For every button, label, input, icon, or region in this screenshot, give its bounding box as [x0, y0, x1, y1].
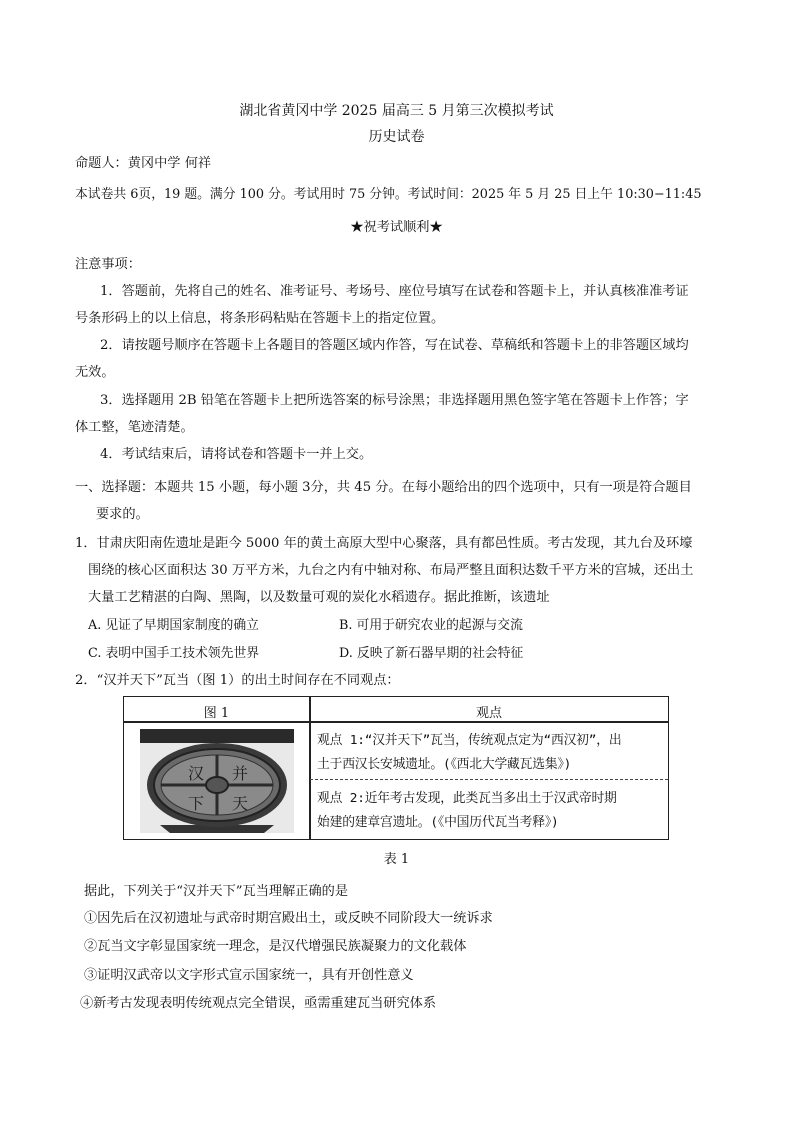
q2-statement-3: ③证明汉武帝以文字形式宣示国家统一，具有开创性意义 — [84, 968, 414, 983]
q2-stem: 2．“汉并天下”瓦当（图 1）的出土时间存在不同观点： — [75, 673, 400, 688]
q2-statement-4: ④新考古发现表明传统观点完全错误，亟需重建瓦当研究体系 — [80, 996, 437, 1011]
note-1-line-2: 号条形码上的以上信息，将条形码粘贴在答题卡上的指定位置。 — [75, 311, 445, 326]
view-2-line-2: 始建的建章宫遗址。(《中国历代瓦当考释》) — [317, 815, 559, 830]
view-2 — [317, 787, 662, 835]
section-1-line-1: 一、选择题：本题共 15 小题，每小题 3分，共 45 分。在每小题给出的四个选项中，只有一项是符合题目 — [75, 480, 692, 495]
note-1-line-1: 1．答题前，先将自己的姓名、准考证号、考场号、座位号填写在试卷和答题卡上，并认真核准准考证 — [100, 284, 689, 299]
q1-option-b: B. 可用于研究农业的起源与交流 — [339, 618, 523, 633]
table-header-figure: 图 1 — [203, 706, 230, 721]
view-1 — [317, 729, 662, 777]
blessing: ★祝考试顺利★ — [350, 220, 443, 235]
roof-tile-image — [140, 729, 294, 833]
notes-heading: 注意事项： — [75, 257, 141, 272]
tile-char-bing: 并 — [232, 764, 249, 783]
table-caption: 表 1 — [383, 852, 410, 867]
tile-char-han: 汉 — [188, 764, 205, 783]
q1-line-2: 围绕的核心区面积达 30 万平方米，九台之内有中轴对称、布局严整且面积达数千平方米的宫城，还出土 — [88, 563, 694, 578]
author-line: 命题人：黄冈中学 何祥 — [75, 156, 212, 171]
q2-question: 据此，下列关于“汉并天下”瓦当理解正确的是 — [84, 884, 349, 899]
tile-char-xia: 下 — [188, 794, 205, 813]
q1-line-1: 1．甘肃庆阳南佐遗址是距今 5000 年的黄土高原大型中心聚落，具有都邑性质。考古发现，其九台及环壕 — [75, 536, 693, 551]
q1-option-a: A. 见证了早期国家制度的确立 — [88, 618, 259, 633]
note-2-line-1: 2．请按题号顺序在答题卡上各题目的答题区域内作答，写在试卷、草稿纸和答题卡上的非答题区域均 — [100, 338, 689, 353]
note-3-line-2: 体工整，笔迹清楚。 — [75, 420, 194, 435]
q2-statement-1: ①因先后在汉初遗址与武帝时期宫殿出土，或反映不同阶段大一统诉求 — [84, 911, 493, 926]
note-3-line-1: 3．选择题用 2B 铅笔在答题卡上把所选答案的标号涂黑；非选择题用黑色签字笔在答题卡上作答；字 — [100, 393, 689, 408]
view-1-line-1: 观点 1:“汉并天下”瓦当，传统观点定为“西汉初”，出 — [317, 733, 622, 748]
section-1-line-2: 要求的。 — [96, 507, 149, 522]
exam-title: 湖北省黄冈中学 2025 届高三 5 月第三次模拟考试 — [239, 103, 554, 119]
q1-line-3: 大量工艺精湛的白陶、黑陶，以及数量可观的炭化水稻遗存。据此推断，该遗址 — [88, 590, 550, 605]
note-2-line-2: 无效。 — [75, 365, 115, 380]
note-4: 4．考试结束后，请将试卷和答题卡一并上交。 — [100, 447, 373, 462]
table-header-views: 观点 — [475, 706, 502, 721]
tile-char-tian: 天 — [232, 794, 249, 813]
q2-statement-2: ②瓦当文字彰显国家统一理念，是汉代增强民族凝聚力的文化载体 — [84, 939, 467, 954]
subject-title: 历史试卷 — [368, 129, 425, 145]
q2-table — [123, 696, 669, 840]
q1-option-c: C. 表明中国手工技术领先世界 — [88, 646, 260, 661]
view-1-line-2: 土于西汉长安城遗址。(《西北大学藏瓦选集》) — [317, 757, 572, 772]
exam-info: 本试卷共 6页，19 题。满分 100 分。考试用时 75 分钟。考试时间：2025 年 5 月 25 日上午 10:30−11:45 — [75, 187, 702, 202]
view-2-line-1: 观点 2:近年考古发现，此类瓦当多出土于汉武帝时期 — [317, 791, 617, 806]
q1-option-d: D. 反映了新石器早期的社会特征 — [339, 646, 524, 661]
